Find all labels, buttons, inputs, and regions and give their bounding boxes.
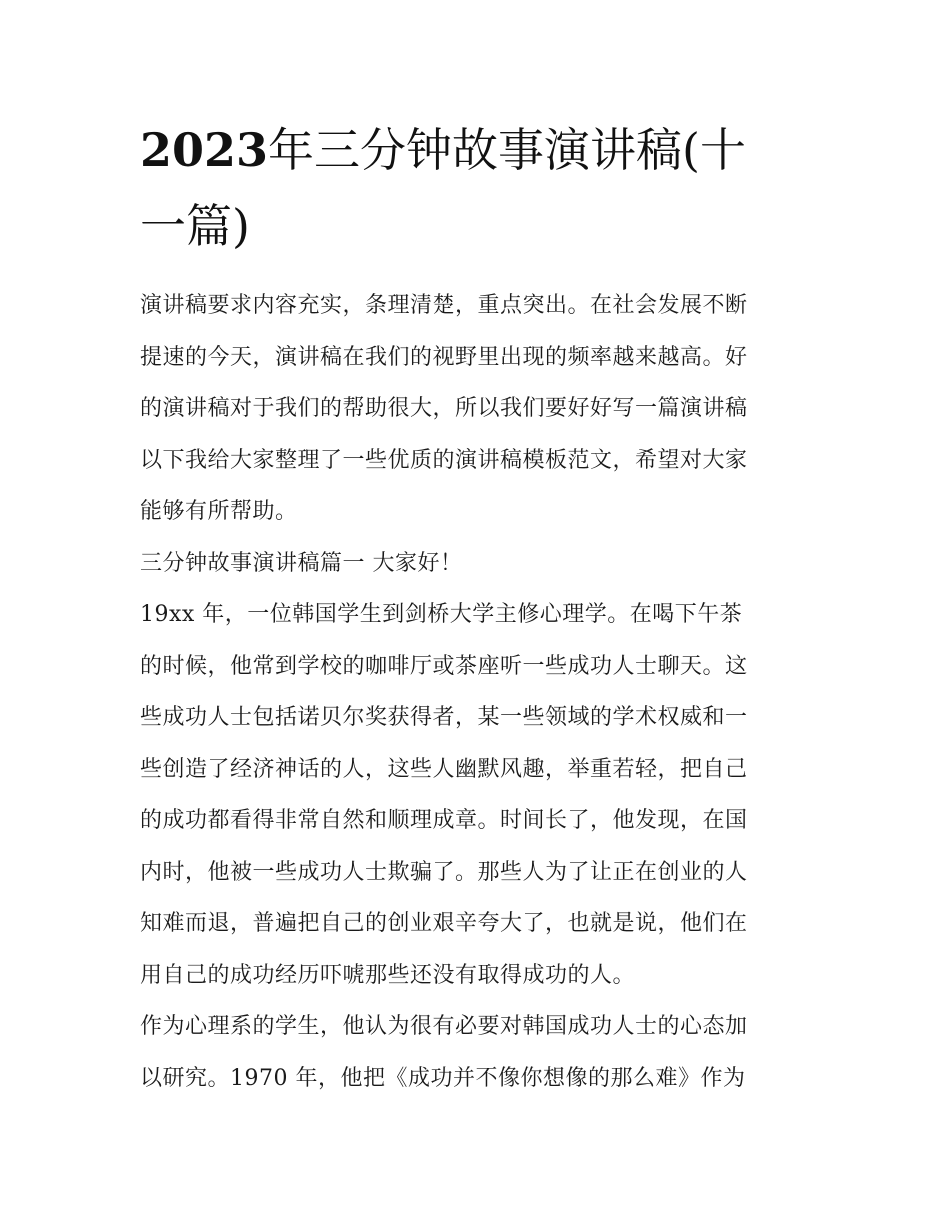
text-line: 的时候，他常到学校的咖啡厅或茶座听一些成功人士聊天。这 — [140, 653, 748, 679]
text-line: 演讲稿要求内容充实，条理清楚，重点突出。在社会发展不断 — [140, 293, 748, 318]
research-paragraph — [140, 1001, 820, 1104]
section-heading-paragraph — [140, 538, 820, 590]
story-paragraph — [140, 589, 820, 1001]
text-line: 内时，他被一些成功人士欺骗了。那些人为了让正在创业的人 — [140, 859, 748, 885]
title-text-line1: 年三分钟故事演讲稿(十 — [268, 123, 746, 177]
document-title — [140, 112, 820, 264]
text-line: 用自己的成功经历吓唬那些还没有取得成功的人。 — [140, 962, 636, 988]
text-line: 19xx 年，一位韩国学生到剑桥大学主修心理学。在喝下午茶 — [140, 602, 743, 627]
text-line: 知难而退，普遍把自己的创业艰辛夸大了，也就是说，他们在 — [140, 911, 748, 936]
text-line: 提速的今天，演讲稿在我们的视野里出现的频率越来越高。好 — [140, 344, 748, 370]
text-line: 些成功人士包括诺贝尔奖获得者，某一些领域的学术权威和一 — [140, 705, 748, 730]
text-line: 以研究。1970 年，他把《成功并不像你想像的那么难》作为 — [140, 1065, 746, 1091]
text-line: 作为心理系的学生，他认为很有必要对韩国成功人士的心态加 — [140, 1014, 748, 1039]
text-line: 以下我给大家整理了一些优质的演讲稿模板范文，希望对大家 — [140, 447, 748, 473]
title-year: 2023 — [140, 123, 269, 177]
title-text-line2: 一篇) — [140, 199, 250, 253]
text-line: 能够有所帮助。 — [140, 499, 298, 524]
document-body — [140, 280, 820, 1104]
text-line: 三分钟故事演讲稿篇一 大家好！ — [140, 550, 463, 576]
intro-paragraph — [140, 280, 820, 538]
text-line: 的成功都看得非常自然和顺理成章。时间长了，他发现，在国 — [140, 808, 748, 833]
text-line: 的演讲稿对于我们的帮助很大，所以我们要好好写一篇演讲稿 — [140, 396, 748, 421]
text-line: 些创造了经济神话的人，这些人幽默风趣，举重若轻，把自己 — [140, 756, 748, 782]
